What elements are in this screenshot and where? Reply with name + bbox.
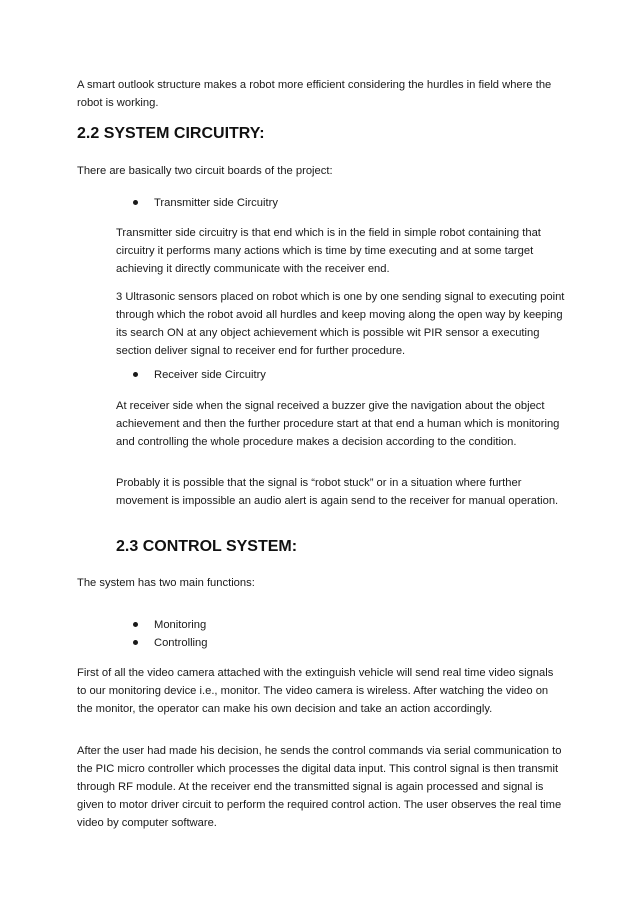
section-2-3-heading: 2.3 CONTROL SYSTEM: [116, 538, 298, 555]
control-commands-paragraph: After the user had made his decision, he sends the control commands via serial communication to the PIC micro controller which processes the digital data input. This control signal is then transmit through RF module. At the receiver end the transmitted signal is again processed and signal is given to motor driver circuit to perform the required control action. The user observes the real time video by computer software. [77, 745, 562, 829]
bullet-label: Transmitter side Circuitry [154, 197, 278, 209]
bullet-icon [133, 640, 138, 645]
receiver-paragraph: At receiver side when the signal received a buzzer give the navigation about the object achievement and then the further procedure start at that end a human which is monitoring and controlling the whole procedure makes a decision according to the condition. [116, 400, 560, 448]
bullet-label: Monitoring [154, 619, 207, 631]
bullet-label: Receiver side Circuitry [154, 369, 266, 381]
bullet-icon [133, 622, 138, 627]
bullet-label: Controlling [154, 637, 208, 649]
bullet-icon [133, 200, 138, 205]
ultrasonic-paragraph: 3 Ultrasonic sensors placed on robot which is one by one sending signal to executing point through which the robot avoid all hurdles and keep moving along the open way by keeping its search ON at any object achievement which is possible wit PIR sensor a executing section deliver signal to receiver end for further procedure. [116, 291, 565, 357]
transmitter-paragraph: Transmitter side circuitry is that end which is in the field in simple robot containing that circuitry it performs many actions which is time by time executing and at some target achieving it directly communicate with the receiver end. [116, 227, 541, 275]
bullet-icon [133, 372, 138, 377]
section-2-3-lead: The system has two main functions: [77, 577, 255, 589]
camera-paragraph: First of all the video camera attached with the extinguish vehicle will send real time video signals to our monitoring device i.e., monitor. The video camera is wireless. After watching the video on the monitor, the operator can make his own decision and take an action accordingly. [77, 667, 554, 715]
robot-stuck-paragraph: Probably it is possible that the signal is “robot stuck” or in a situation where further movement is impossible an audio alert is again send to the receiver for manual operation. [116, 477, 559, 507]
section-2-2-lead: There are basically two circuit boards of the project: [77, 165, 333, 177]
intro-paragraph: A smart outlook structure makes a robot more efficient considering the hurdles in field where the robot is working. [77, 79, 552, 109]
section-2-2-heading: 2.2 SYSTEM CIRCUITRY: [77, 125, 265, 142]
